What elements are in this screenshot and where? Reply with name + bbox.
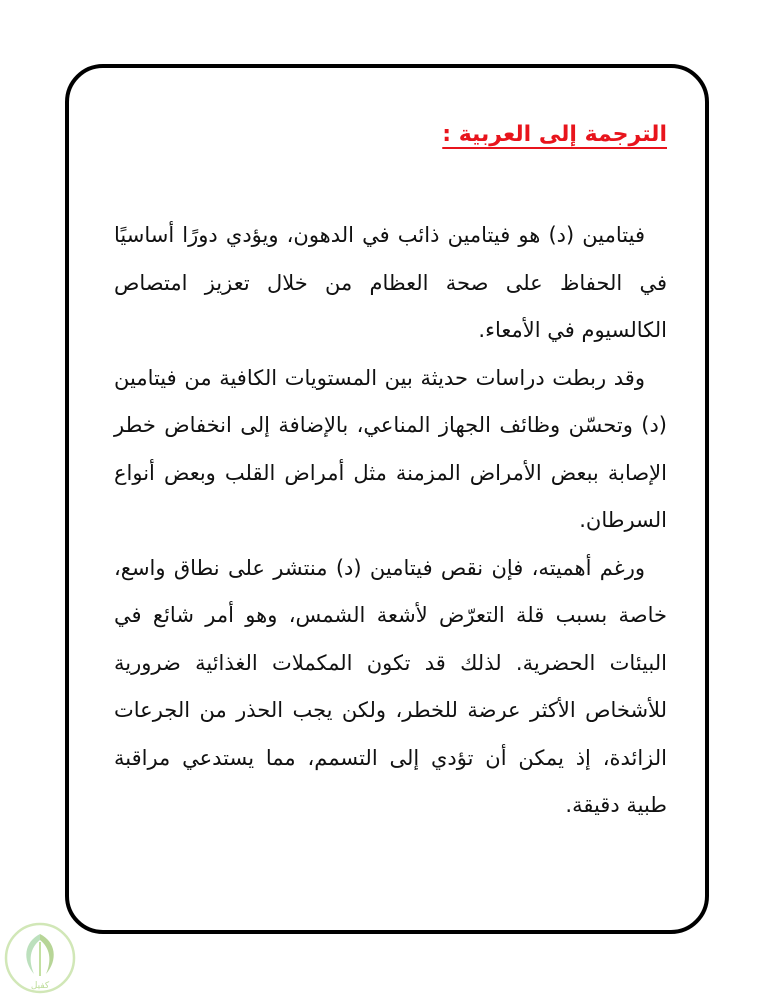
watermark-text: كفيل	[30, 981, 50, 991]
content-frame	[65, 64, 709, 934]
paragraph-list	[114, 212, 667, 830]
page-title: الترجمة إلى العربية :	[442, 122, 667, 147]
paragraph-3: ورغم أهميته، فإن نقص فيتامين (د) منتشر على نطاق واسع، خاصة بسبب قلة التعرّض لأشعة الشمس، وهو أمر شائع في البيئات الحضرية. لذلك قد تكون المكملات الغذائية ضرورية للأشخاص الأكثر عرضة للخطر، ولكن يجب الحذر من الجرعات الزائدة، إذ يمكن أن تؤدي إلى التسمم، مما يستدعي مراقبة طبية دقيقة.	[114, 555, 667, 817]
paragraph-2: وقد ربطت دراسات حديثة بين المستويات الكافية من فيتامين (د) وتحسّن وظائف الجهاز المناعي، بالإضافة إلى انخفاض خطر الإصابة ببعض الأمراض المزمنة مثل أمراض القلب وبعض أنواع السرطان.	[114, 365, 667, 532]
document-content	[114, 118, 667, 830]
leaf-logo-icon	[2, 920, 78, 996]
paragraph-1: فيتامين (د) هو فيتامين ذائب في الدهون، ويؤدي دورًا أساسيًا في الحفاظ على صحة العظام من خلال تعزيز امتصاص الكالسيوم في الأمعاء.	[114, 223, 667, 342]
